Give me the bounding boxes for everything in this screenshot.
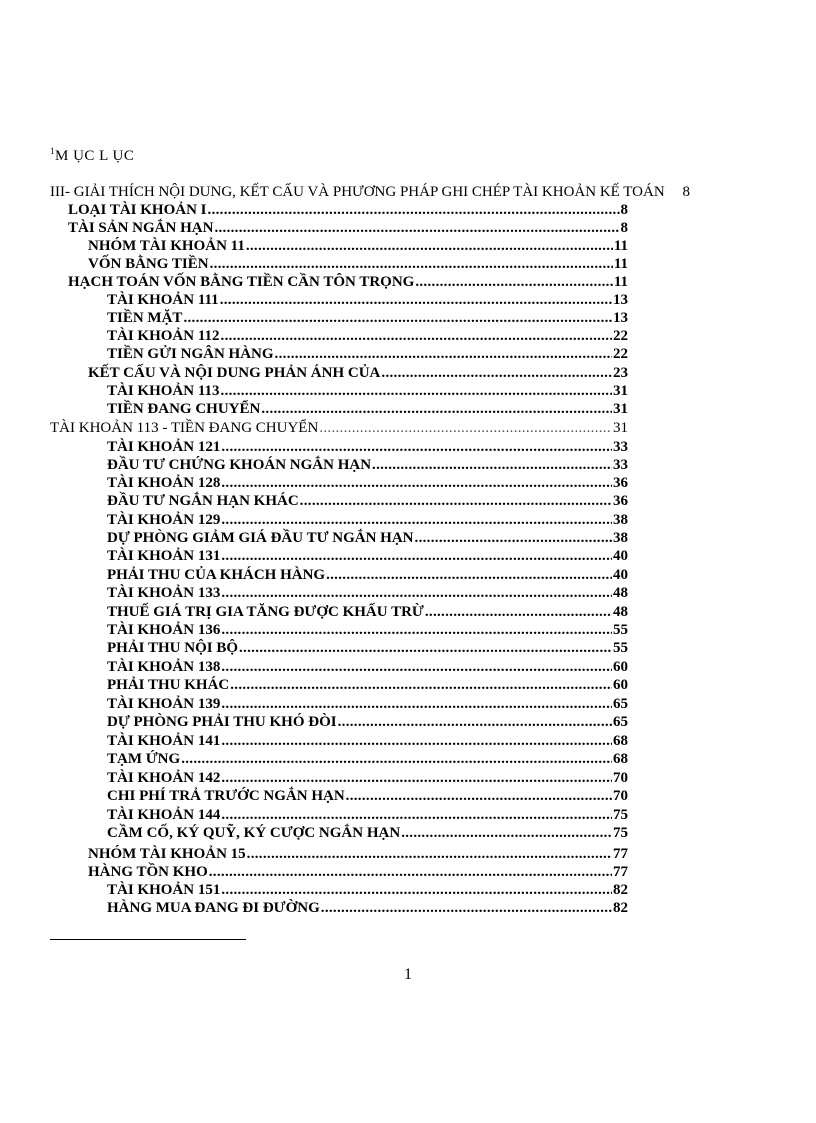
toc-entry-page: 38 [613,530,628,546]
toc-entry-label: TÀI KHOẢN 138 [107,659,221,675]
toc-entry[interactable] [107,492,628,510]
toc-entry-label: TÀI KHOẢN 113 - TIỀN ĐANG CHUYỂN [50,420,319,436]
toc-entry-label: VỐN BẰNG TIỀN [88,256,209,272]
leader-dots [326,566,612,584]
toc-entry-label: NHÓM TÀI KHOẢN 15 [88,846,246,862]
toc-heading-label: III- GIẢI THÍCH NỘI DUNG, KẾT CẤU VÀ PHƯƠNG PHÁP GHI CHÉP TÀI KHOẢN KẾ TOÁN [50,184,665,200]
toc-entry-page: 33 [613,439,628,455]
toc-entry[interactable] [68,219,628,237]
toc-entry[interactable] [68,273,628,291]
leader-dots [372,456,612,474]
toc-entry[interactable] [107,456,628,474]
toc-entry-label: TIỀN GỬI NGÂN HÀNG [107,346,274,362]
leader-dots [300,492,612,510]
toc-entry-label: NHÓM TÀI KHOẢN 11 [88,238,245,254]
toc-entry[interactable] [107,824,628,842]
toc-entry-label: TÀI KHOẢN 142 [107,770,221,786]
toc-entry-label: TÀI KHOẢN 121 [107,439,221,455]
toc-entry-page: 40 [613,548,628,564]
leader-dots [221,621,612,639]
toc-entry-label: TIỀN MẶT [107,310,183,326]
toc-entry-page: 77 [613,864,628,880]
leader-dots [221,382,612,400]
toc-entry-page: 68 [613,733,628,749]
toc-entry-page: 70 [613,788,628,804]
footnote-marker: 1 [50,146,55,156]
toc-entry[interactable] [107,899,628,917]
toc-entry[interactable] [107,787,628,805]
toc-entry[interactable] [107,474,628,492]
toc-entry-page: 65 [613,714,628,730]
leader-dots [220,291,612,309]
leader-dots [221,438,612,456]
leader-dots [221,881,612,899]
toc-entry-page: 65 [613,696,628,712]
leader-dots [221,511,612,529]
leader-dots [221,806,612,824]
toc-entry-page: 31 [613,420,628,436]
toc-entry-page: 33 [613,457,628,473]
toc-entry-page: 22 [613,346,628,362]
toc-entry-page: 36 [613,493,628,509]
toc-entry-label: HẠCH TOÁN VỐN BẰNG TIỀN CẦN TÔN TRỌNG [68,274,415,290]
leader-dots [321,899,612,917]
toc-entry-label: TÀI KHOẢN 139 [107,696,221,712]
toc-entry-label: TẠM ỨNG [107,751,181,767]
toc-entry-label: DỰ PHÒNG PHẢI THU KHÓ ĐÒI [107,714,337,730]
toc-entry-label: TÀI KHOẢN 133 [107,585,221,601]
leader-dots [319,419,612,437]
leader-dots [209,863,612,881]
leader-dots [221,732,612,750]
toc-entry-label: TIỀN ĐANG CHUYỂN [107,401,261,417]
toc-entry[interactable] [107,309,628,327]
toc-entry[interactable] [88,255,628,273]
leader-dots [221,547,612,565]
toc-entry-page: 11 [613,238,628,254]
toc-entry-label: DỰ PHÒNG GIẢM GIÁ ĐẦU TƯ NGẮN HẠN [107,530,414,546]
leader-dots [381,364,612,382]
toc-heading[interactable] [50,183,690,201]
leader-dots [247,845,612,863]
leader-dots [181,750,612,768]
toc-entry[interactable] [107,713,628,731]
toc-entry-page: 48 [613,585,628,601]
leader-dots [275,345,612,363]
page-number: 1 [404,966,412,983]
leader-dots [214,219,619,237]
toc-title [50,146,134,165]
leader-dots [230,676,612,694]
toc-entry[interactable] [107,603,628,621]
toc-entry-label: TÀI KHOẢN 113 [107,383,220,399]
toc-entry[interactable] [107,529,628,547]
leader-dots [221,695,612,713]
leader-dots [208,201,620,219]
toc-entry-page: 60 [613,659,628,675]
leader-dots [221,474,612,492]
toc-entry-label: TÀI KHOẢN 112 [107,328,220,344]
toc-entry-page: 11 [613,274,628,290]
leader-dots [338,713,612,731]
toc-entry-label: PHẢI THU KHÁC [107,677,230,693]
toc-entry-page: 23 [613,365,628,381]
toc-entry-page: 55 [613,640,628,656]
toc-entry-page: 31 [613,401,628,417]
toc-entry[interactable] [68,201,628,219]
toc-entry-label: TÀI KHOẢN 111 [107,292,219,308]
toc-entry-page: 55 [613,622,628,638]
leader-dots [210,255,613,273]
toc-entry-label: TÀI KHOẢN 151 [107,882,221,898]
leader-dots [415,529,612,547]
toc-entry-page: 75 [613,825,628,841]
toc-entry-label: HÀNG TỒN KHO [88,864,208,880]
toc-entry-page: 77 [613,846,628,862]
leader-dots [415,273,612,291]
toc-entry-page: 38 [613,512,628,528]
toc-entry-label: CẦM CỐ, KÝ QUỸ, KÝ CƯỢC NGẮN HẠN [107,825,401,841]
toc-entry-page: 70 [613,770,628,786]
toc-entry[interactable] [107,382,628,400]
toc-entry[interactable] [107,750,628,768]
toc-entry-page: 31 [613,383,628,399]
toc-entry[interactable] [107,881,628,899]
toc-entry[interactable] [107,676,628,694]
toc-entry[interactable] [107,658,628,676]
leader-dots [221,327,612,345]
toc-entry-page: 40 [613,567,628,583]
toc-entry[interactable] [107,547,628,565]
toc-entry[interactable] [107,400,628,418]
toc-entry-page: 11 [613,256,628,272]
toc-entry[interactable] [107,438,628,456]
toc-entry-page: 82 [613,900,628,916]
toc-entry[interactable] [107,769,628,787]
toc-entry[interactable] [107,806,628,824]
toc-entry-label: PHẢI THU NỘI BỘ [107,640,238,656]
leader-dots [239,639,612,657]
toc-entry[interactable] [107,291,628,309]
toc-entry-page: 8 [620,202,628,218]
leader-dots [221,584,612,602]
toc-entry-label: LOẠI TÀI KHOẢN I [68,202,207,218]
toc-entry[interactable] [88,863,628,881]
leader-dots [425,603,612,621]
toc-entry[interactable] [107,732,628,750]
toc-entry-page: 68 [613,751,628,767]
toc-entry-label: HÀNG MUA ĐANG ĐI ĐƯỜNG [107,900,320,916]
toc-entry-label: TÀI SẢN NGẮN HẠN [68,220,214,236]
toc-entry-label: CHI PHÍ TRẢ TRƯỚC NGẮN HẠN [107,788,345,804]
toc-entry-page: 82 [613,882,628,898]
toc-entry-label: KẾT CẤU VÀ NỘI DUNG PHẢN ÁNH CỦA [88,365,381,381]
toc-entry[interactable] [88,364,628,382]
toc-entry-label: TÀI KHOẢN 128 [107,475,221,491]
toc-entry[interactable] [107,621,628,639]
toc-heading-page: 8 [682,184,690,200]
toc-entry-page: 22 [613,328,628,344]
toc-entry-label: THUẾ GIÁ TRỊ GIA TĂNG ĐƯỢC KHẤU TRỪ [107,604,424,620]
toc-entry[interactable] [107,511,628,529]
toc-entry-page: 8 [620,220,628,236]
leader-dots [346,787,612,805]
footnote-separator [50,939,246,940]
toc-entry-label: TÀI KHOẢN 141 [107,733,221,749]
toc-entry-page: 36 [613,475,628,491]
toc-entry-page: 60 [613,677,628,693]
leader-dots [183,309,612,327]
toc-entry-label: TÀI KHOẢN 131 [107,548,221,564]
toc-entry[interactable] [107,327,628,345]
leader-dots [221,658,612,676]
toc-title-text: M ỤC L ỤC [55,148,135,164]
toc-entry[interactable] [107,695,628,713]
toc-entry-label: PHẢI THU CỦA KHÁCH HÀNG [107,567,326,583]
toc-entry-label: ĐẦU TƯ CHỨNG KHOÁN NGẮN HẠN [107,457,372,473]
toc-entry-label: TÀI KHOẢN 144 [107,807,221,823]
toc-entry[interactable] [107,345,628,363]
toc-entry-page: 13 [613,310,628,326]
toc-entry-page: 48 [613,604,628,620]
toc-entry[interactable] [88,845,628,863]
toc-entry-label: ĐẦU TƯ NGẮN HẠN KHÁC [107,493,299,509]
toc-entry-page: 75 [613,807,628,823]
toc-entry-page: 13 [613,292,628,308]
leader-dots [221,769,612,787]
toc-entry[interactable] [50,419,628,437]
toc-entry[interactable] [107,584,628,602]
leader-dots [261,400,612,418]
toc-entry[interactable] [88,237,628,255]
leader-dots [401,824,612,842]
toc-entry-label: TÀI KHOẢN 129 [107,512,221,528]
toc-entry[interactable] [107,639,628,657]
toc-entry[interactable] [107,566,628,584]
leader-dots [246,237,613,255]
toc-entry-label: TÀI KHOẢN 136 [107,622,221,638]
